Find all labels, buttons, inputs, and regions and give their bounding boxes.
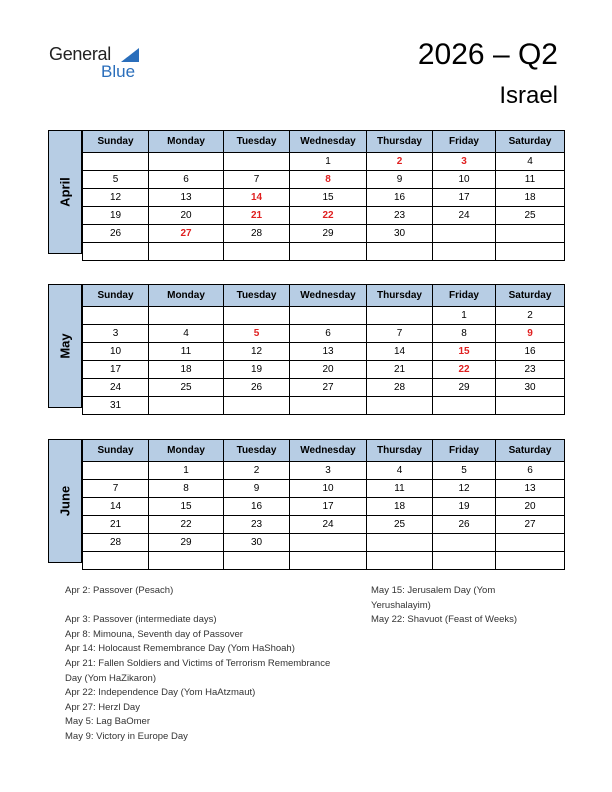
- day-cell: 25: [367, 516, 433, 534]
- day-cell: 10: [290, 480, 367, 498]
- week-row: [83, 534, 565, 552]
- day-cell: 10: [83, 343, 149, 361]
- day-cell: 30: [224, 534, 290, 552]
- week-row: [83, 462, 565, 480]
- day-cell: 26: [83, 225, 149, 243]
- day-cell: [149, 397, 224, 415]
- day-cell: [83, 462, 149, 480]
- holiday-note: May 5: Lag BaOmer: [65, 716, 151, 728]
- weekday-header: Wednesday: [290, 440, 367, 462]
- week-row: [83, 243, 565, 261]
- day-cell: [224, 153, 290, 171]
- day-cell: 13: [290, 343, 367, 361]
- holiday-note: [65, 599, 365, 614]
- day-cell: 29: [433, 379, 496, 397]
- holiday-day-cell: 22: [290, 207, 367, 225]
- day-cell: 27: [496, 516, 565, 534]
- day-cell: [149, 552, 224, 570]
- week-row: [83, 153, 565, 171]
- holiday-note: May 15: Jerusalem Day (Yom Yerushalayim): [371, 585, 496, 611]
- day-cell: [496, 225, 565, 243]
- holiday-day-cell: 14: [224, 189, 290, 207]
- weekday-header: Wednesday: [290, 285, 367, 307]
- day-cell: [290, 243, 367, 261]
- day-cell: 13: [496, 480, 565, 498]
- day-cell: 19: [224, 361, 290, 379]
- weekday-header: Sunday: [83, 440, 149, 462]
- weekday-header-row: [83, 131, 565, 153]
- holiday-note: Apr 8: Mimouna, Seventh day of Passover: [65, 628, 243, 640]
- holiday-day-cell: 5: [224, 325, 290, 343]
- weekday-header: Thursday: [367, 285, 433, 307]
- weekday-header: Wednesday: [290, 131, 367, 153]
- day-cell: 3: [290, 462, 367, 480]
- day-cell: 23: [367, 207, 433, 225]
- week-row: [83, 307, 565, 325]
- day-cell: [367, 307, 433, 325]
- day-cell: 11: [496, 171, 565, 189]
- weekday-header: Saturday: [496, 440, 565, 462]
- day-cell: 2: [496, 307, 565, 325]
- day-cell: [149, 243, 224, 261]
- week-row: [83, 516, 565, 534]
- week-row: [83, 171, 565, 189]
- week-row: [83, 343, 565, 361]
- holiday-day-cell: 22: [433, 361, 496, 379]
- day-cell: [290, 397, 367, 415]
- day-cell: [290, 534, 367, 552]
- weekday-header: Tuesday: [224, 131, 290, 153]
- day-cell: 14: [83, 498, 149, 516]
- day-cell: [367, 534, 433, 552]
- weekday-header: Monday: [149, 285, 224, 307]
- day-cell: 8: [149, 480, 224, 498]
- day-cell: 29: [290, 225, 367, 243]
- day-cell: 26: [433, 516, 496, 534]
- week-row: [83, 207, 565, 225]
- holiday-notes-left: [65, 584, 365, 745]
- day-cell: 17: [433, 189, 496, 207]
- day-cell: 17: [83, 361, 149, 379]
- day-cell: 25: [149, 379, 224, 397]
- day-cell: 24: [83, 379, 149, 397]
- day-cell: 16: [367, 189, 433, 207]
- month-name: April: [57, 177, 73, 207]
- day-cell: 12: [433, 480, 496, 498]
- day-cell: [224, 397, 290, 415]
- day-cell: 11: [367, 480, 433, 498]
- day-cell: 11: [149, 343, 224, 361]
- weekday-header: Thursday: [367, 440, 433, 462]
- day-cell: 26: [224, 379, 290, 397]
- weekday-header-row: [83, 440, 565, 462]
- day-cell: 13: [149, 189, 224, 207]
- day-cell: 16: [496, 343, 565, 361]
- day-cell: [83, 153, 149, 171]
- holiday-note: Apr 21: Fallen Soldiers and Victims of Terrorism Remembrance Day (Yom HaZikaron): [65, 657, 331, 684]
- logo: [49, 44, 136, 81]
- day-cell: 5: [433, 462, 496, 480]
- day-cell: 20: [496, 498, 565, 516]
- week-row: [83, 361, 565, 379]
- day-cell: 22: [149, 516, 224, 534]
- month-grid: [82, 439, 565, 570]
- day-cell: 24: [433, 207, 496, 225]
- month-calendar-june: [48, 439, 564, 563]
- day-cell: [83, 243, 149, 261]
- day-cell: 18: [367, 498, 433, 516]
- holiday-day-cell: 3: [433, 153, 496, 171]
- day-cell: [433, 534, 496, 552]
- day-cell: 19: [433, 498, 496, 516]
- day-cell: 16: [224, 498, 290, 516]
- week-row: [83, 397, 565, 415]
- day-cell: [149, 153, 224, 171]
- day-cell: 28: [367, 379, 433, 397]
- month-calendar-april: [48, 130, 564, 254]
- day-cell: 4: [149, 325, 224, 343]
- day-cell: 4: [367, 462, 433, 480]
- day-cell: [433, 243, 496, 261]
- weekday-header: Sunday: [83, 285, 149, 307]
- day-cell: 6: [496, 462, 565, 480]
- day-cell: 2: [224, 462, 290, 480]
- month-label-cell: [48, 284, 82, 408]
- day-cell: 24: [290, 516, 367, 534]
- day-cell: [433, 225, 496, 243]
- day-cell: 28: [83, 534, 149, 552]
- country-name: Israel: [499, 82, 558, 109]
- holiday-note: Apr 3: Passover (intermediate days): [65, 614, 217, 626]
- day-cell: 3: [83, 325, 149, 343]
- holiday-note: Apr 22: Independence Day (Yom HaAtzmaut): [65, 687, 256, 699]
- day-cell: 15: [149, 498, 224, 516]
- logo-blue-text: Blue: [101, 62, 136, 81]
- holiday-note: Apr 14: Holocaust Remembrance Day (Yom HaShoah): [65, 643, 295, 655]
- day-cell: 25: [496, 207, 565, 225]
- weekday-header: Monday: [149, 131, 224, 153]
- week-row: [83, 379, 565, 397]
- weekday-header: Friday: [433, 440, 496, 462]
- holiday-note: May 9: Victory in Europe Day: [65, 730, 188, 742]
- day-cell: [496, 243, 565, 261]
- weekday-header: Tuesday: [224, 440, 290, 462]
- day-cell: [496, 534, 565, 552]
- day-cell: [83, 552, 149, 570]
- day-cell: [224, 243, 290, 261]
- day-cell: [83, 307, 149, 325]
- day-cell: 27: [290, 379, 367, 397]
- holiday-day-cell: 21: [224, 207, 290, 225]
- day-cell: [433, 397, 496, 415]
- logo-flag-icon: [121, 48, 139, 62]
- day-cell: [367, 397, 433, 415]
- day-cell: 30: [496, 379, 565, 397]
- week-row: [83, 480, 565, 498]
- week-row: [83, 552, 565, 570]
- day-cell: 18: [496, 189, 565, 207]
- day-cell: [433, 552, 496, 570]
- day-cell: 29: [149, 534, 224, 552]
- day-cell: 10: [433, 171, 496, 189]
- day-cell: 21: [83, 516, 149, 534]
- month-label-cell: [48, 439, 82, 563]
- holiday-note: May 22: Shavuot (Feast of Weeks): [371, 614, 518, 626]
- day-cell: 20: [290, 361, 367, 379]
- day-cell: [290, 552, 367, 570]
- day-cell: [367, 552, 433, 570]
- day-cell: 31: [83, 397, 149, 415]
- day-cell: 9: [224, 480, 290, 498]
- day-cell: 1: [433, 307, 496, 325]
- day-cell: 14: [367, 343, 433, 361]
- week-row: [83, 325, 565, 343]
- day-cell: 18: [149, 361, 224, 379]
- day-cell: 23: [496, 361, 565, 379]
- day-cell: 8: [433, 325, 496, 343]
- day-cell: 15: [290, 189, 367, 207]
- holiday-day-cell: 15: [433, 343, 496, 361]
- month-label-cell: [48, 130, 82, 254]
- day-cell: 5: [83, 171, 149, 189]
- day-cell: 23: [224, 516, 290, 534]
- day-cell: 12: [83, 189, 149, 207]
- day-cell: [290, 307, 367, 325]
- day-cell: 1: [290, 153, 367, 171]
- month-grid: [82, 130, 565, 261]
- day-cell: 7: [224, 171, 290, 189]
- week-row: [83, 498, 565, 516]
- weekday-header: Thursday: [367, 131, 433, 153]
- weekday-header: Tuesday: [224, 285, 290, 307]
- day-cell: 6: [290, 325, 367, 343]
- day-cell: 7: [83, 480, 149, 498]
- week-row: [83, 225, 565, 243]
- month-name: June: [57, 485, 73, 517]
- holiday-day-cell: 2: [367, 153, 433, 171]
- day-cell: [496, 552, 565, 570]
- weekday-header: Friday: [433, 131, 496, 153]
- holiday-notes-right: [371, 584, 561, 628]
- day-cell: 7: [367, 325, 433, 343]
- month-name: May: [57, 333, 73, 359]
- day-cell: 17: [290, 498, 367, 516]
- page-title: 2026 – Q2: [417, 38, 558, 71]
- weekday-header: Saturday: [496, 285, 565, 307]
- holiday-day-cell: 8: [290, 171, 367, 189]
- holiday-note: Apr 2: Passover (Pesach): [65, 585, 174, 596]
- month-calendar-may: [48, 284, 564, 411]
- day-cell: [367, 243, 433, 261]
- week-row: [83, 189, 565, 207]
- weekday-header-row: [83, 285, 565, 307]
- day-cell: 21: [367, 361, 433, 379]
- day-cell: 19: [83, 207, 149, 225]
- month-grid: [82, 284, 565, 415]
- day-cell: 20: [149, 207, 224, 225]
- holiday-day-cell: 27: [149, 225, 224, 243]
- logo-general-text: General: [49, 44, 111, 64]
- weekday-header: Sunday: [83, 131, 149, 153]
- day-cell: 6: [149, 171, 224, 189]
- day-cell: 4: [496, 153, 565, 171]
- day-cell: 30: [367, 225, 433, 243]
- weekday-header: Monday: [149, 440, 224, 462]
- day-cell: 12: [224, 343, 290, 361]
- day-cell: 28: [224, 225, 290, 243]
- day-cell: [224, 307, 290, 325]
- day-cell: [496, 397, 565, 415]
- weekday-header: Friday: [433, 285, 496, 307]
- holiday-day-cell: 9: [496, 325, 565, 343]
- day-cell: 9: [367, 171, 433, 189]
- weekday-header: Saturday: [496, 131, 565, 153]
- day-cell: [149, 307, 224, 325]
- day-cell: [224, 552, 290, 570]
- day-cell: 1: [149, 462, 224, 480]
- holiday-note: Apr 27: Herzl Day: [65, 701, 140, 713]
